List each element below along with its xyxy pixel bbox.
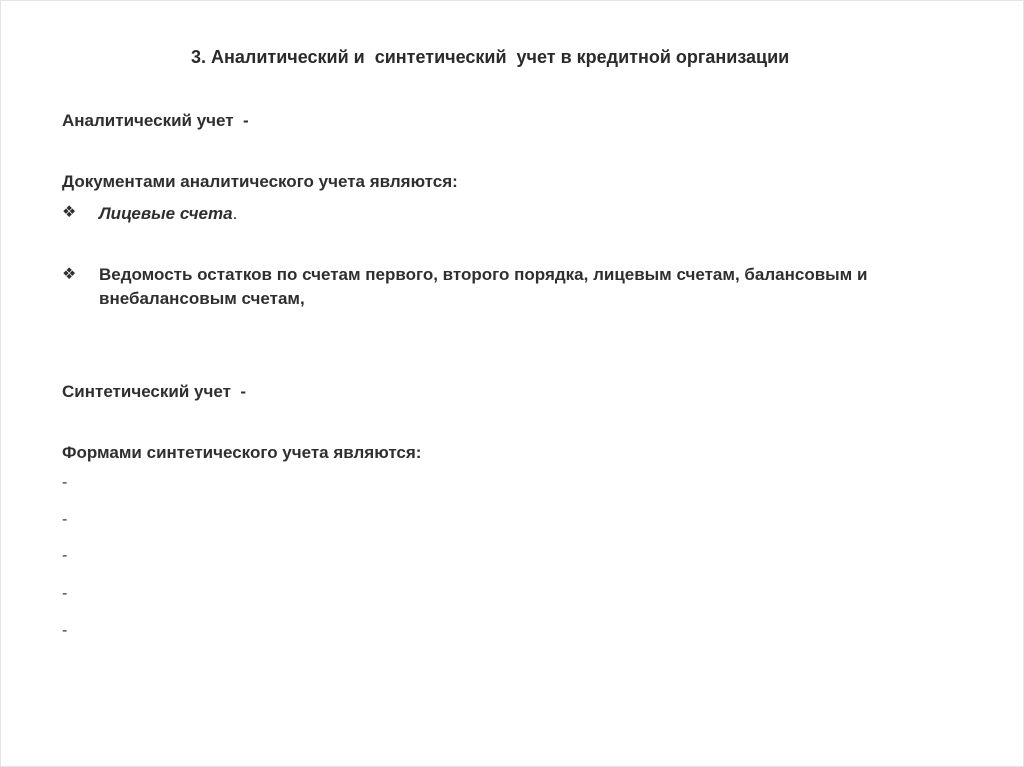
dash-item: - bbox=[62, 585, 68, 602]
analytic-heading: Аналитический учет - bbox=[62, 111, 249, 130]
dash-item: - bbox=[62, 622, 68, 639]
diamond-bullet-icon: ❖ bbox=[62, 204, 77, 221]
list-item bbox=[99, 263, 959, 311]
synthetic-heading: Синтетический учет - bbox=[62, 382, 247, 401]
list-item-suffix: . bbox=[232, 204, 238, 223]
dash-item: - bbox=[62, 474, 68, 491]
diamond-bullet-icon: ❖ bbox=[62, 266, 77, 283]
analytic-docs-heading: Документами аналитического учета являются: bbox=[62, 172, 458, 191]
synthetic-forms-heading: Формами синтетического учета являются: bbox=[62, 443, 422, 462]
slide-title: 3. Аналитический и синтетический учет в кредитной организации bbox=[191, 47, 790, 67]
dash-item: - bbox=[62, 511, 68, 528]
list-item-text: Лицевые счета bbox=[99, 204, 233, 223]
dash-item: - bbox=[62, 547, 68, 564]
list-item bbox=[99, 202, 959, 226]
list-item-text: Ведомость остатков по счетам первого, второго порядка, лицевым счетам, балансовым и внебалансовым счетам, bbox=[99, 265, 868, 308]
